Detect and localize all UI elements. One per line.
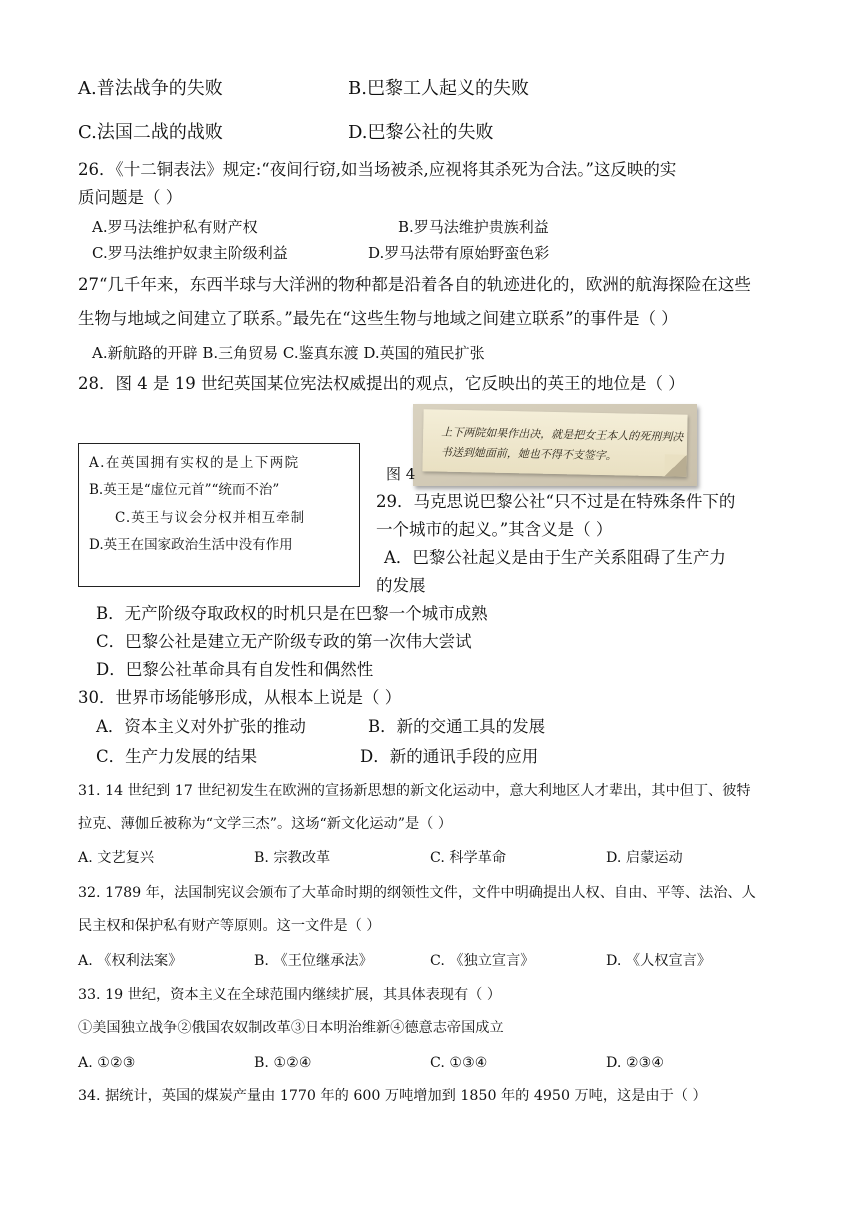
q28-option-d: D.英王在国家政治生活中没有作用 bbox=[89, 537, 293, 553]
q25-option-d: D.巴黎公社的失败 bbox=[348, 122, 494, 143]
q34-stem: 34. 据统计，英国的煤炭产量由 1770 年的 600 万吨增加到 1850 年的 4950 万吨，这是由于（ ） bbox=[78, 1088, 707, 1104]
q26-option-d: D.罗马法带有原始野蛮色彩 bbox=[368, 244, 550, 262]
q31-option-b: B. 宗教改革 bbox=[254, 850, 331, 866]
q31-stem-line1: 31. 14 世纪到 17 世纪初发生在欧洲的宣扬新思想的新文化运动中，意大利地区人才辈出，其中但丁、彼特 bbox=[78, 783, 751, 799]
q29-stem-line1: 29．马克思说巴黎公社“只不过是在特殊条件下的 bbox=[376, 492, 736, 511]
q31-option-c: C. 科学革命 bbox=[430, 850, 507, 866]
q33-option-d: D. ②③④ bbox=[606, 1055, 665, 1071]
q33-items: ①美国独立战争②俄国农奴制改革③日本明治维新④德意志帝国成立 bbox=[78, 1020, 504, 1036]
q27-stem-line2: 生物与地域之间建立了联系。”最先在“这些生物与地域之间建立联系”的事件是（ ） bbox=[78, 309, 678, 328]
q26-stem-line1: 26．《十二铜表法》规定:“夜间行窃,如当场被杀,应视将其杀死为合法。”这反映的实 bbox=[78, 160, 677, 179]
q29-option-d: D．巴黎公社革命具有自发性和偶然性 bbox=[96, 660, 374, 679]
q29-option-a-line1: A．巴黎公社起义是由于生产关系阻碍了生产力 bbox=[384, 548, 726, 567]
q33-option-a: A. ①②③ bbox=[78, 1055, 136, 1071]
q32-stem-line1: 32. 1789 年，法国制宪议会颁布了大革命时期的纲领性文件，文件中明确提出人权、自由、平等、法治、人 bbox=[78, 885, 756, 901]
q32-option-b: B. 《王位继承法》 bbox=[254, 953, 373, 969]
q28-stem: 28．图 4 是 19 世纪英国某位宪法权威提出的观点，它反映出的英王的地位是（ ） bbox=[78, 374, 685, 393]
q31-option-a: A. 文艺复兴 bbox=[78, 850, 155, 866]
q25-option-a: A.普法战争的失败 bbox=[78, 78, 223, 99]
q31-option-d: D. 启蒙运动 bbox=[606, 850, 683, 866]
q26-stem-line2: 质问题是（ ） bbox=[78, 188, 183, 207]
q25-option-b: B.巴黎工人起义的失败 bbox=[348, 78, 529, 99]
q30-option-a: A．资本主义对外扩张的推动 bbox=[96, 717, 306, 736]
q26-option-b: B.罗马法维护贵族利益 bbox=[398, 218, 549, 236]
q26-option-c: C.罗马法维护奴隶主阶级利益 bbox=[92, 244, 288, 262]
q33-option-b: B. ①②④ bbox=[254, 1055, 312, 1071]
q27-stem-line1: 27“几千年来，东西半球与大洋洲的物种都是沿着各自的轨迹进化的，欧洲的航海探险在这些 bbox=[78, 275, 751, 294]
q29-stem-line2: 一个城市的起义。”其含义是（ ） bbox=[376, 520, 613, 539]
q29-option-b: B．无产阶级夺取政权的时机只是在巴黎一个城市成熟 bbox=[96, 604, 488, 623]
q30-option-b: B．新的交通工具的发展 bbox=[368, 717, 546, 736]
q28-option-b: B.英王是“虚位元首”“统而不治” bbox=[89, 482, 280, 498]
page-curl bbox=[664, 454, 686, 476]
q32-option-d: D. 《人权宣言》 bbox=[606, 953, 712, 969]
q30-option-c: C．生产力发展的结果 bbox=[96, 747, 258, 766]
q28-option-a: A.在英国拥有实权的是上下两院 bbox=[89, 455, 300, 471]
q29-option-c: C．巴黎公社是建立无产阶级专政的第一次伟大尝试 bbox=[96, 632, 472, 651]
q27-options: A.新航路的开辟 B.三角贸易 C.鉴真东渡 D.英国的殖民扩张 bbox=[92, 344, 485, 362]
q26-option-a: A.罗马法维护私有财产权 bbox=[92, 218, 258, 236]
q30-stem: 30．世界市场能够形成，从根本上说是（ ） bbox=[78, 688, 402, 707]
q32-stem-line2: 民主权和保护私有财产等原则。这一文件是（ ） bbox=[78, 918, 381, 934]
q32-option-c: C. 《独立宣言》 bbox=[430, 953, 535, 969]
quote-line2: 书送到她面前，她也不得不支签字。 bbox=[440, 445, 617, 463]
q28-option-c: C.英王与议会分权并相互牵制 bbox=[115, 510, 306, 526]
figure-4-quote-image bbox=[413, 404, 697, 486]
q33-option-c: C. ①③④ bbox=[430, 1055, 488, 1071]
q32-option-a: A. 《权利法案》 bbox=[78, 953, 183, 969]
q25-option-c: C.法国二战的战败 bbox=[78, 122, 223, 143]
q28-options-box bbox=[78, 443, 360, 587]
quote-line1: 上下两院如果作出决，就是把女王本人的死刑判决 bbox=[441, 425, 684, 444]
figure-4-label: 图 4 bbox=[386, 465, 416, 483]
q30-option-d: D．新的通讯手段的应用 bbox=[360, 747, 539, 766]
q33-stem: 33. 19 世纪，资本主义在全球范围内继续扩展，其具体表现有（ ） bbox=[78, 987, 502, 1003]
q29-option-a-line2: 的发展 bbox=[376, 576, 426, 595]
q31-stem-line2: 拉克、薄伽丘被称为“文学三杰”。这场“新文化运动”是（ ） bbox=[78, 816, 453, 832]
